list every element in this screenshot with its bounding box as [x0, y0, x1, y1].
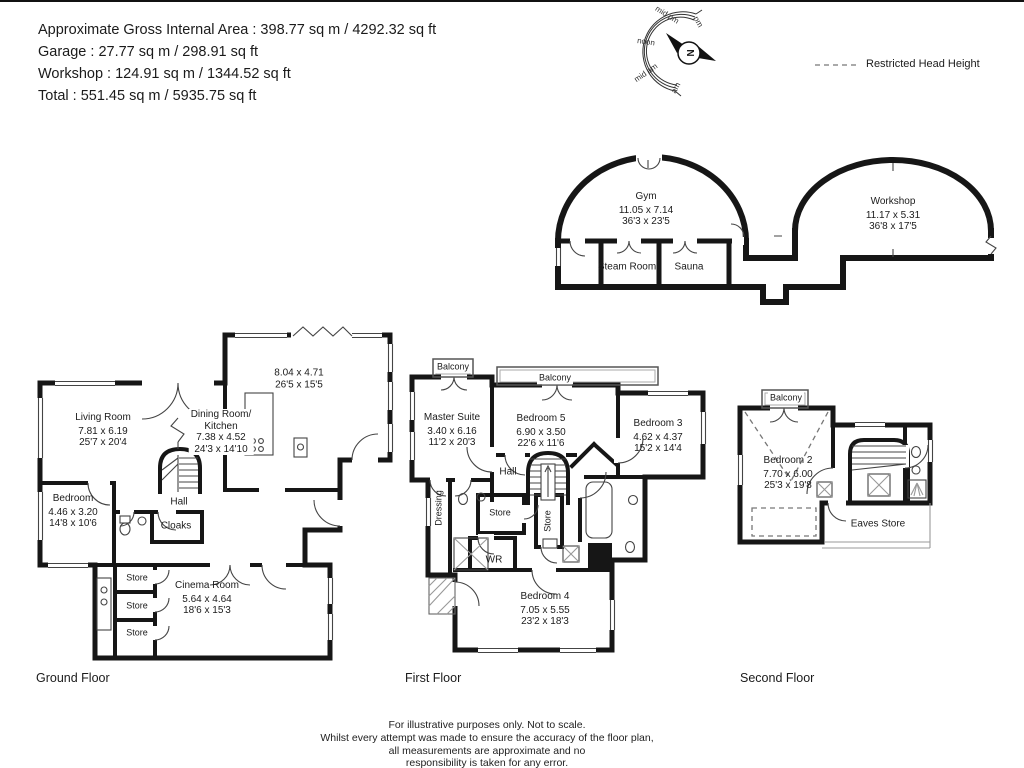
compass-noon-label: noon: [636, 36, 656, 48]
first-floor-caption: First Floor: [405, 671, 462, 685]
disclaimer-line-1: For illustrative purposes only. Not to scale.: [388, 719, 586, 731]
outbuilding-plan: [558, 157, 991, 302]
total-area-line: Total : 551.45 sq m / 5935.75 sq ft: [38, 88, 257, 104]
disclaimer-line-2: Whilst every attempt was made to ensure the accuracy of the floor plan,: [320, 732, 654, 744]
gf-store-2-label: Store: [126, 600, 148, 611]
gf-store-3-label: Store: [126, 627, 148, 638]
gf-store-1-label: Store: [126, 572, 148, 583]
living-room-label: Living Room 7.81 x 6.19 25'7 x 20'4: [75, 411, 131, 448]
compass-mid-pm-label: mid pm: [653, 4, 681, 26]
ff-store-b-label: Store: [542, 510, 553, 532]
gross-internal-area-line: Approximate Gross Internal Area : 398.77 sq m / 4292.32 sq ft: [38, 22, 437, 38]
bedroom-5-label: Bedroom 5 6.90 x 3.50 22'6 x 11'6: [516, 412, 566, 449]
gym-label: Gym 11.05 x 7.14 36'3 x 23'5: [618, 190, 674, 227]
dining-kitchen-label: Dining Room/ Kitchen 7.38 x 4.52 24'3 x 14'10: [190, 409, 252, 455]
workshop-area-line: Workshop : 124.91 sq m / 1344.52 sq ft: [38, 66, 291, 82]
garage-area-line: Garage : 27.77 sq m / 298.91 sq ft: [38, 44, 259, 60]
bedroom-3-label: Bedroom 3 4.62 x 4.37 15'2 x 14'4: [633, 417, 683, 454]
compass-mid-am-label: mid am: [632, 61, 660, 85]
wr-label: WR: [485, 554, 503, 566]
restricted-head-height-label: Restricted Head Height: [866, 58, 980, 70]
disclaimer-line-4: responsibility is taken for any error.: [405, 757, 569, 768]
cloaks-label: Cloaks: [160, 520, 192, 532]
cinema-room-label: Cinema Room 5.64 x 4.64 18'6 x 15'3: [175, 579, 239, 616]
steam-room-label: Steam Room: [597, 261, 657, 273]
garden-room-dims-label: 8.04 x 4.71 26'5 x 15'5: [274, 367, 324, 390]
second-floor-caption: Second Floor: [740, 671, 815, 685]
workshop-label: Workshop 11.17 x 5.31 36'8 x 17'5: [865, 195, 921, 232]
sf-balcony-label: Balcony: [769, 392, 803, 403]
dressing-label: Dressing: [433, 490, 444, 526]
ff-store-a-label: Store: [489, 507, 511, 518]
sauna-label: Sauna: [674, 261, 704, 273]
bedroom-2-label: Bedroom 2 7.70 x 6.00 25'3 x 19'8: [763, 454, 813, 491]
bedroom-4-label: Bedroom 4 7.05 x 5.55 23'2 x 18'3: [520, 590, 570, 627]
wall-gaps: [37, 152, 996, 654]
master-suite-label: Master Suite 3.40 x 6.16 11'2 x 20'3: [423, 411, 481, 448]
ff-balcony-small-label: Balcony: [436, 361, 470, 372]
thin-details: [39, 158, 997, 653]
compass-north-label: N: [683, 49, 695, 57]
gf-hall-label: Hall: [170, 496, 188, 508]
ff-balcony-wide-label: Balcony: [538, 372, 572, 383]
disclaimer-line-3: all measurements are approximate and no: [388, 745, 586, 757]
ff-hall-label: Hall: [499, 466, 517, 478]
compass-am-label: am: [669, 80, 683, 95]
ground-floor-caption: Ground Floor: [36, 671, 110, 685]
compass-pm-label: pm: [691, 14, 705, 29]
eaves-store-label: Eaves Store: [850, 518, 906, 530]
gf-bedroom-label: Bedroom 4.46 x 3.20 14'8 x 10'6: [48, 492, 98, 529]
